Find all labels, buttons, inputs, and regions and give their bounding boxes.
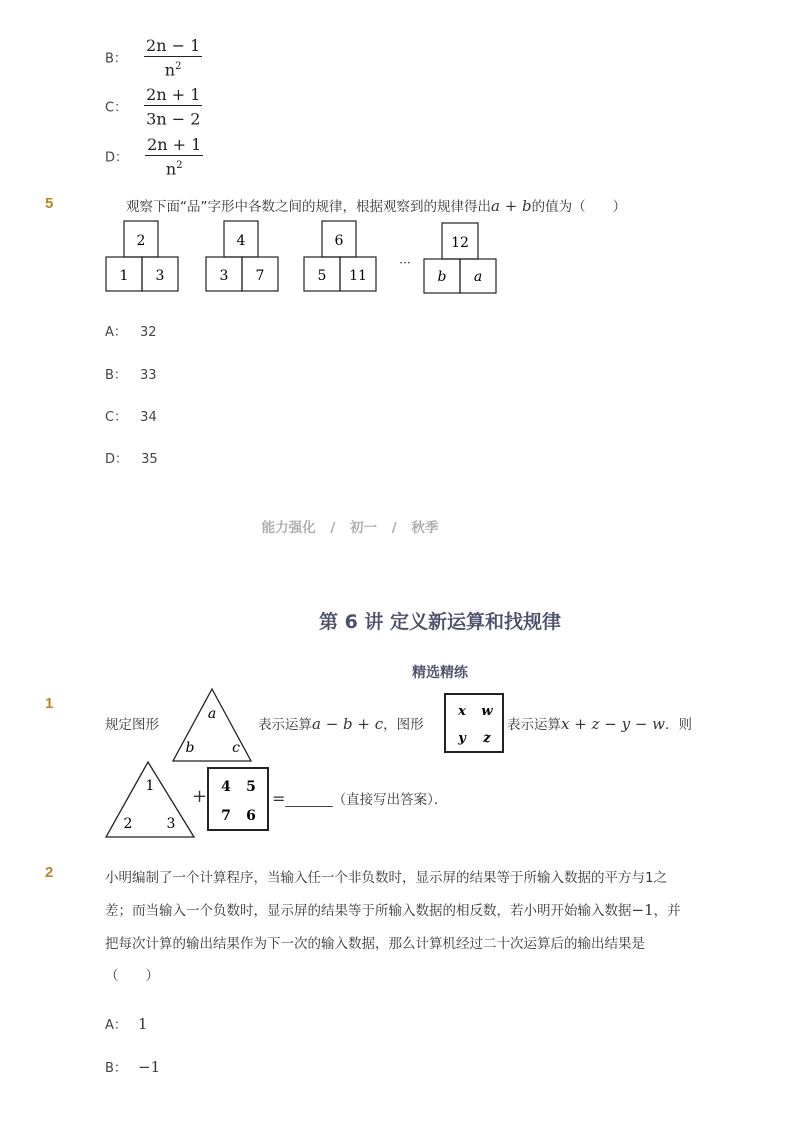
- question-number: 1: [45, 695, 54, 712]
- option-label: A：: [105, 325, 127, 340]
- den-base: 3n − 2: [146, 109, 201, 129]
- pin-figures: [100, 215, 500, 297]
- plus-sign: +: [192, 786, 208, 807]
- option-value: 35: [141, 452, 158, 467]
- option-value: −1: [138, 1058, 161, 1076]
- option-label: B：: [105, 1061, 127, 1076]
- option-label: A：: [105, 1018, 127, 1033]
- fig4-left: b: [437, 269, 447, 285]
- q2-option-a[interactable]: [105, 1014, 148, 1033]
- q1-text-2: [258, 713, 424, 733]
- equals-sign: =: [272, 789, 286, 808]
- sq-z: z: [483, 731, 491, 746]
- option-label: B：: [105, 368, 127, 383]
- q5-option-b[interactable]: [105, 364, 157, 383]
- square-numbers: [205, 766, 271, 834]
- tri2-right: 3: [166, 816, 176, 832]
- q2-line-1: 小明编制了一个计算程序，当输入任一个非负数时，显示屏的结果等于所输入数据的平方与1之: [105, 870, 668, 886]
- q1-math-1: a − b + c: [312, 715, 384, 733]
- answer-blank[interactable]: _______: [285, 792, 333, 808]
- fig3-top: 6: [334, 233, 344, 249]
- fig4-right: a: [473, 269, 483, 285]
- option-b[interactable]: [105, 36, 202, 80]
- fig2-left: 3: [219, 268, 229, 284]
- option-label: D：: [105, 150, 129, 166]
- q5-option-a[interactable]: [105, 321, 157, 340]
- q1-text-3: [507, 713, 692, 733]
- fig1-right: 3: [155, 268, 165, 284]
- sq2-br: 6: [246, 808, 256, 824]
- sq-x: x: [458, 704, 466, 719]
- sq2-tl: 4: [221, 779, 231, 795]
- den-exponent: 2: [175, 61, 182, 72]
- fig3-right: 11: [349, 268, 367, 284]
- q1-text: ．则: [665, 717, 692, 733]
- page-title: 第 6 讲 定义新运算和找规律: [318, 611, 562, 633]
- q1-text: 表示运算: [507, 717, 561, 733]
- fig1-top: 2: [136, 233, 146, 249]
- footer-separator: /: [330, 520, 336, 536]
- fig4-top: 12: [451, 235, 469, 251]
- numerator: 2n + 1: [146, 85, 201, 104]
- q1-text-1: 规定图形: [105, 717, 159, 733]
- tri2-left: 2: [123, 816, 133, 832]
- q1-answer-line: [272, 788, 447, 808]
- q2-math: −1: [631, 901, 654, 919]
- fraction: [144, 85, 202, 129]
- sq-w: w: [481, 704, 493, 719]
- option-c[interactable]: [105, 85, 202, 129]
- pin-figure-2: [206, 221, 278, 291]
- option-value: 1: [138, 1015, 148, 1033]
- q2-text: ，并: [653, 903, 681, 919]
- pin-figure-1: [106, 221, 178, 291]
- fraction: [144, 36, 202, 80]
- option-d[interactable]: [105, 135, 203, 179]
- fig2-top: 4: [236, 233, 246, 249]
- ellipsis: ···: [399, 256, 411, 270]
- triangle-figure: [170, 686, 254, 764]
- pin-figure-4: [424, 223, 496, 293]
- tri2-top: 1: [145, 778, 155, 794]
- sq2-bl: 7: [221, 808, 231, 824]
- question-number: 2: [45, 864, 54, 881]
- q2-text: 差；而当输入一个负数时，显示屏的结果等于所输入数据的相反数，若小明开始输入数据: [105, 903, 632, 919]
- option-label: C：: [105, 100, 128, 116]
- denominator: [144, 106, 202, 129]
- section-subtitle: 精选精练: [412, 665, 468, 681]
- footer-separator: /: [391, 520, 397, 536]
- q1-text: 表示运算: [258, 717, 312, 733]
- q2-line-4: （ ）: [105, 968, 159, 984]
- q2-line-2: [105, 899, 681, 919]
- question-number: 5: [45, 195, 54, 212]
- sq-y: y: [458, 731, 466, 746]
- q1-math-2: x + z − y − w: [561, 715, 665, 733]
- page-footer: [0, 516, 700, 536]
- q5-option-c[interactable]: [105, 406, 157, 425]
- option-value: 32: [140, 325, 157, 340]
- q1-tail-text: （直接写出答案）．: [332, 792, 448, 808]
- q2-line-3: 把每次计算的输出结果作为下一次的输入数据，那么计算机经过二十次运算后的输出结果是: [105, 936, 645, 952]
- sq2-tr: 5: [246, 779, 256, 795]
- stem-math: a + b: [491, 197, 532, 215]
- fraction: [145, 135, 203, 179]
- stem-text-end: 的值为（ ）: [531, 199, 627, 215]
- tri-b: b: [185, 740, 195, 756]
- square-figure: [443, 692, 505, 754]
- tri-c: c: [232, 740, 240, 756]
- stem-text: 观察下面“品”字形中各数之间的规律，根据观察到的规律得出: [126, 199, 491, 215]
- denominator: [145, 156, 203, 179]
- q1-text: ，图形: [383, 717, 424, 733]
- den-base: n: [164, 60, 176, 80]
- denominator: [144, 57, 202, 80]
- question-5-stem: [126, 195, 626, 215]
- option-label: C：: [105, 410, 128, 425]
- fig3-left: 5: [317, 268, 327, 284]
- q2-option-b[interactable]: [105, 1057, 160, 1076]
- den-exponent: 2: [176, 160, 183, 171]
- option-value: 33: [140, 368, 157, 383]
- tri-a: a: [207, 706, 217, 722]
- fig1-left: 1: [119, 268, 129, 284]
- numerator: 2n + 1: [147, 135, 202, 154]
- q5-option-d[interactable]: [105, 448, 158, 467]
- den-base: n: [165, 159, 177, 179]
- numerator: 2n − 1: [146, 36, 201, 55]
- option-label: B：: [105, 51, 127, 67]
- footer-part: 初一: [350, 520, 377, 536]
- footer-part: 秋季: [411, 520, 439, 536]
- footer-part: 能力强化: [261, 520, 316, 536]
- triangle-numbers: [104, 760, 200, 840]
- option-value: 34: [140, 410, 157, 425]
- fig2-right: 7: [255, 268, 265, 284]
- option-label: D：: [105, 452, 129, 467]
